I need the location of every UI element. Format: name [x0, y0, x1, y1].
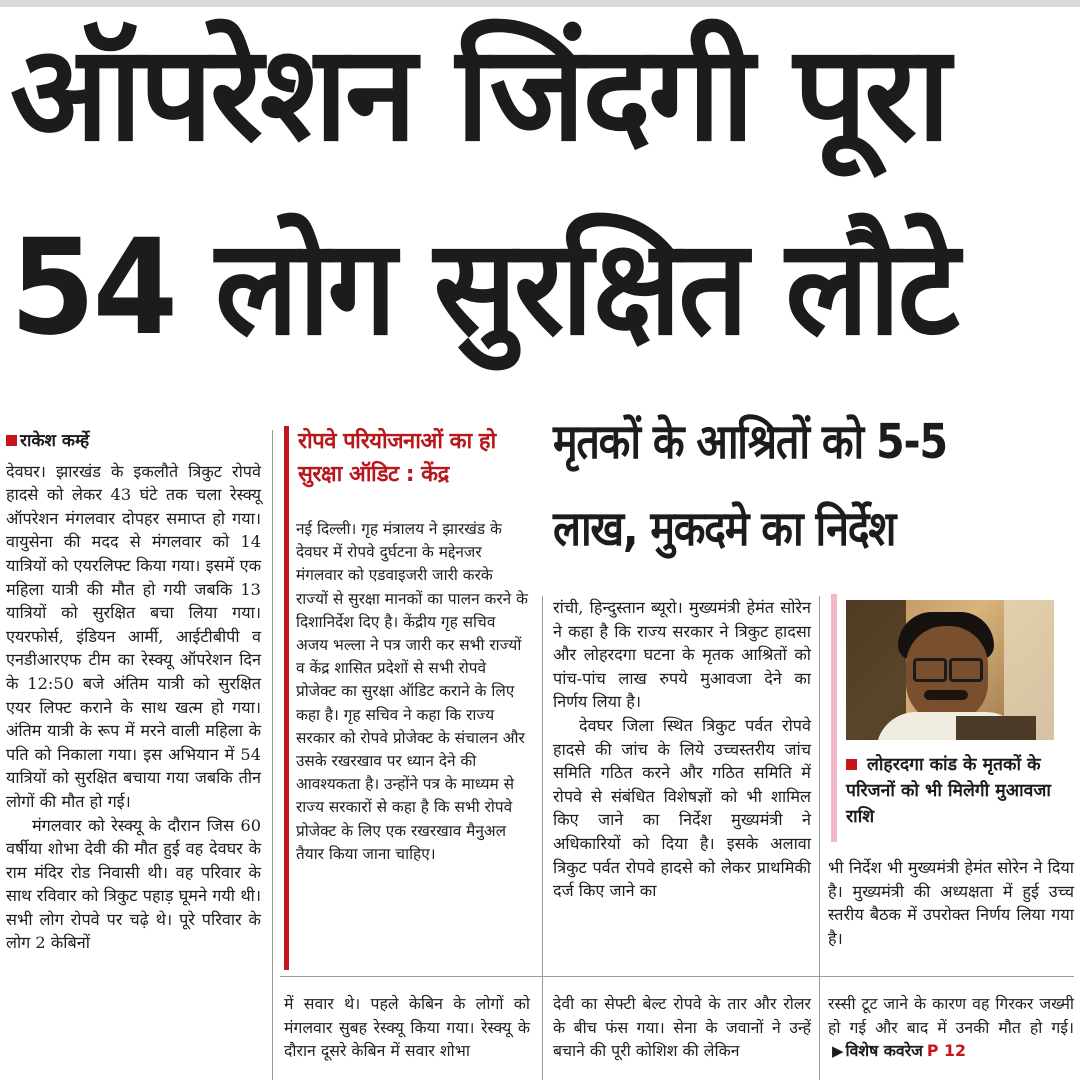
top-strip — [0, 0, 1080, 7]
continuation-col-4 — [828, 992, 1074, 1064]
compensation-col4-text: भी निर्देश भी मुख्यमंत्री हेमंत सोरेन ने दिया है। मुख्यमंत्री की अध्यक्षता में हुई उच्च स्तरीय बैठक में उपरोक्त निर्णय लिया गया है। — [828, 858, 1074, 948]
column-divider — [272, 430, 273, 1080]
continuation-col-4-text: रस्सी टूट जाने के कारण वह गिरकर जख्मी हो गई और बाद में उनकी मौत हो गई। — [828, 994, 1074, 1037]
chief-minister-photo — [846, 600, 1054, 740]
bottom-row-divider — [280, 976, 1074, 977]
headline-line-1: ऑपरेशन जिंदगी पूरा — [10, 17, 948, 171]
compensation-para-1: रांची, हिन्दुस्तान ब्यूरो। मुख्यमंत्री हेमंत सोरेन ने कहा है कि राज्य सरकार ने त्रिकुट हादसा और लोहरदगा घटना के मृतक आश्रितों को पांच-पांच लाख रुपये मुआवजा देने का निर्णय लिया है। — [553, 598, 811, 712]
compensation-story-col4 — [828, 856, 1074, 950]
sidebar-story-body — [296, 518, 528, 866]
continuation-col-2: में सवार थे। पहले केबिन के लोगों को मंगलवार सुबह रेस्क्यू किया गया। रेस्क्यू के दौरान दूसरे केबिन में सवार शोभा — [284, 994, 530, 1061]
special-coverage-label: विशेष कवरेज — [845, 1041, 923, 1061]
main-story-column — [6, 430, 261, 955]
column-divider — [542, 596, 543, 1080]
special-coverage-page: P 12 — [926, 1041, 966, 1061]
special-coverage-link — [828, 1041, 966, 1060]
square-bullet-icon — [846, 759, 857, 770]
photo-caption — [846, 752, 1066, 830]
main-story-para-1: देवघर। झारखंड के इकलौते त्रिकुट रोपवे हादसे को लेकर 43 घंटे तक चला रेस्क्यू ऑपरेशन मंगलवार दोपहर समाप्त हो गया। वायुसेना की मदद से मंगलवार को 14 यात्रियों को एयरलिफ्ट किया गया। इसमें एक महिला यात्री की मौत हो गयी जबकि 13 यात्रियों को सुरक्षित बचा लिया गया। एयरफोर्स, इंडियन आर्मी, आईटीबीपी व एनडीआरएफ टीम का रेस्क्यू ऑपरेशन दिन के 12:50 बजे अंतिम यात्री को सुरक्षित एयर लिफ्ट कराने के साथ खत्म हो गया। अंतिम यात्री के रूप में मरने वाली महिला के पति को निकाला गया। इस अभियान में 54 यात्रियों को सुरक्षित बचाया गया जबकि तीन लोगों की मौत हो गई। — [6, 461, 261, 811]
byline-text: राकेश कर्म्हे — [20, 431, 90, 451]
compensation-para-2: देवघर जिला स्थित त्रिकुट पर्वत रोपवे हादसे की जांच के लिये उच्चस्तरीय जांच समिति गठित करने और गठित समिति में रोपवे से संबंधित विशेषज्ञों को भी शामिल किए जाने का निर्देश मुख्यमंत्री ने अधिकारियों को दिया है। इसके अलावा त्रिकुट पर्वत रोपवे हादसे को लेकर प्राथमिकी दर्ज किए जाने का — [553, 715, 811, 901]
headline-line-2: 54 लोग सुरक्षित लौटे — [10, 211, 957, 365]
byline — [6, 430, 261, 454]
main-story-para-2: मंगलवार को रेस्क्यू के दौरान जिस 60 वर्षीया शोभा देवी की मौत हुई वह देवघर के राम मंदिर रोड निवासी थी। वह परिवार के साथ रविवार को त्रिकुट पहाड़ घूमने गयी थी। सभी लोग रोपवे पर चढ़े थे। पूरे परिवार के लोग 2 केबिनों — [6, 815, 261, 953]
photo-caption-text: लोहरदगा कांड के मृतकों के परिजनों को भी मिलेगी मुआवजा राशि — [846, 755, 1051, 827]
compensation-subhead-line-2: लाख, मुकदमे का निर्देश — [553, 501, 896, 557]
column-divider — [819, 596, 820, 1080]
sidebar-story-text: नई दिल्ली। गृह मंत्रालय ने झारखंड के देवघर में रोपवे दुर्घटना के मद्देनजर मंगलवार को एडवाइजरी जारी करके राज्यों से सुरक्षा मानकों का पालन करने के दिशानिर्देश दिए है। केंद्रीय गृह सचिव अजय भल्ला ने पत्र जारी कर सभी राज्यों व केंद्र शासित प्रदेशों से सभी रोपवे प्रोजेक्ट का सुरक्षा ऑडिट कराने के लिए कहा है। गृह सचिव ने कहा कि राज्य सरकार को रोपवे प्रोजेक्ट के संचालन और उसके रखरखाव पर ध्यान देने की आवश्यकता है। उन्होंने पत्र के माध्यम से राज्य सरकारों से कहा है कि सभी रोपवे प्रोजेक्ट के लिए एक रखरखाव मैनुअल तैयार किया जाना चाहिए। — [296, 520, 528, 863]
continuation-col-3: देवी का सेफ्टी बेल्ट रोपवे के तार और रोलर के बीच फंस गया। सेना के जवानों ने उन्हें बचाने की पूरी कोशिश की लेकिन — [553, 994, 811, 1061]
square-bullet-icon — [6, 435, 17, 446]
compensation-story-column — [553, 596, 811, 903]
compensation-subhead-line-1: मृतकों के आश्रितों को 5-5 — [553, 414, 947, 470]
arrow-right-icon: ▶ — [832, 1042, 844, 1061]
sidebar-story-title: रोपवे परियोजनाओं का हो सुरक्षा ऑडिट : केंद्र — [298, 429, 496, 487]
